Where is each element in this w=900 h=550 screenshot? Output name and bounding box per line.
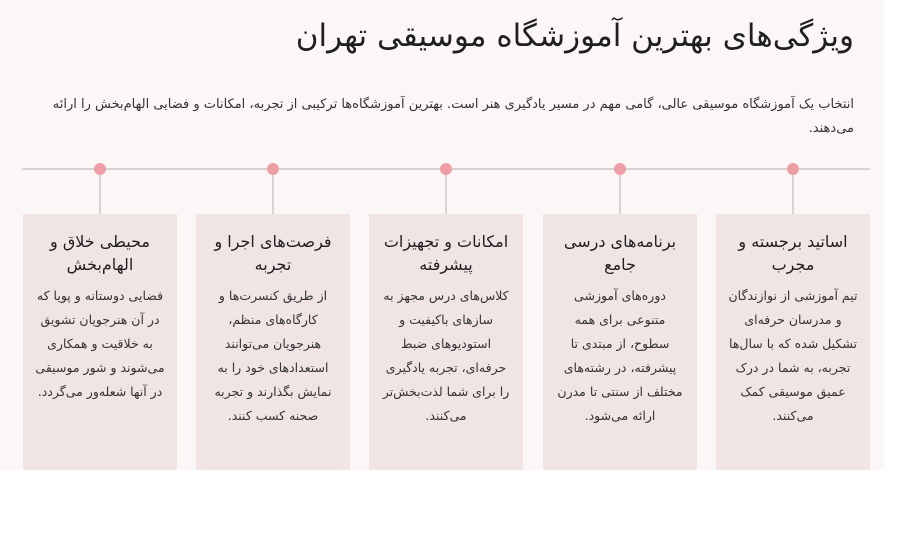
timeline-dot xyxy=(787,163,799,175)
timeline-stem xyxy=(792,175,794,215)
feature-card-text: فضایی دوستانه و پویا که در آن هنرجویان تشویق به خلاقیت و همکاری می‌شوند و شور موسیقی در آنها شعله‌ور می‌گردد. xyxy=(35,288,165,399)
feature-card-title: امکانات و تجهیزات پیشرفته xyxy=(383,232,509,274)
timeline-stem xyxy=(272,175,274,215)
feature-card-title: اساتید برجسته و مجرب xyxy=(738,232,848,274)
timeline-node-4 xyxy=(196,163,350,215)
timeline-stem xyxy=(619,175,621,215)
feature-card-facilities xyxy=(369,214,523,470)
timeline-node-5 xyxy=(23,163,177,215)
feature-card-title: برنامه‌های درسی جامع xyxy=(563,232,677,274)
section-title: ویژگی‌های بهترین آموزشگاه موسیقی تهران xyxy=(295,18,854,54)
timeline-stem xyxy=(99,175,101,215)
timeline-dot xyxy=(614,163,626,175)
feature-card-text: دوره‌های آموزشی متنوعی برای همه سطوح، از مبتدی تا پیشرفته، در رشته‌های مختلف از سنتی تا مدرن ارائه می‌شود. xyxy=(557,288,683,423)
timeline-dot xyxy=(94,163,106,175)
feature-card-text: کلاس‌های درس مجهز به سازهای باکیفیت و استودیوهای ضبط حرفه‌ای، تجربه یادگیری را برای شما لذت‌بخش‌تر می‌کنند. xyxy=(382,288,510,423)
timeline-dot xyxy=(267,163,279,175)
feature-card-title: محیطی خلاق و الهام‌بخش xyxy=(50,232,150,274)
feature-card-curriculum xyxy=(543,214,697,470)
feature-card-performance xyxy=(196,214,350,470)
timeline-dot xyxy=(440,163,452,175)
section-intro: انتخاب یک آموزشگاه موسیقی عالی، گامی مهم در مسیر یادگیری هنر است. بهترین آموزشگاه‌ها ترکیبی از تجربه، امکانات و فضایی الهام‌بخش را ارائه می‌دهند. xyxy=(52,97,854,136)
timeline-node-1 xyxy=(716,163,870,215)
feature-card-instructors xyxy=(716,214,870,470)
feature-card-text: تیم آموزشی از نوازندگان و مدرسان حرفه‌ای تشکیل شده که با سال‌ها تجربه، به شما در درک عمیق موسیقی کمک می‌کنند. xyxy=(728,288,858,423)
timeline-node-2 xyxy=(543,163,697,215)
feature-card-title: فرصت‌های اجرا و تجربه xyxy=(214,232,332,274)
feature-card-text: از طریق کنسرت‌ها و کارگاه‌های منظم، هنرجویان می‌توانند استعدادهای خود را به نمایش بگذارند و تجربه صحنه کسب کنند. xyxy=(214,288,332,423)
feature-card-environment xyxy=(23,214,177,470)
timeline-stem xyxy=(445,175,447,215)
timeline-node-3 xyxy=(369,163,523,215)
